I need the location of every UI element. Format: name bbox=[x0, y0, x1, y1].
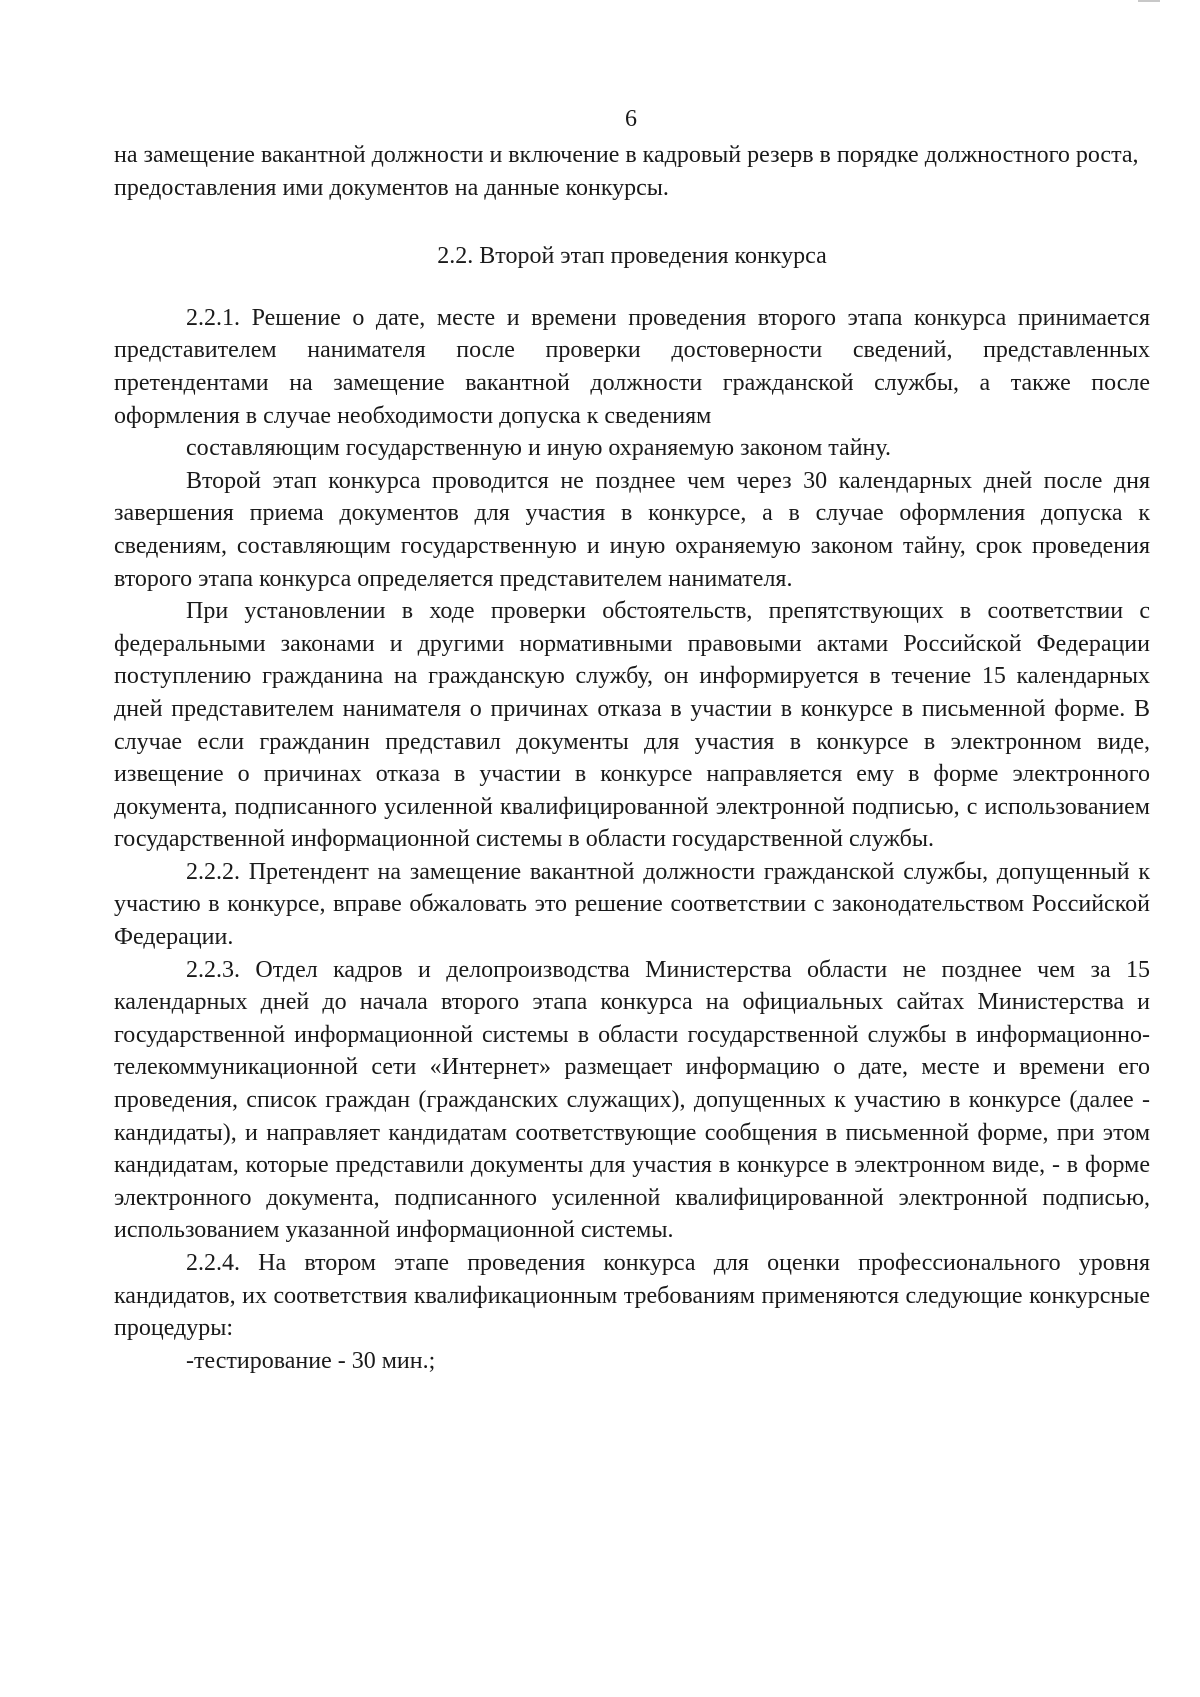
scan-corner-mark bbox=[1138, 0, 1160, 2]
paragraph-second-stage-deadline: Второй этап конкурса проводится не позднее чем через 30 календарных дней после дня завершения приема документов для участия в конкурсе, а в случае оформления допуска к сведениям, составляющим государственную и иную охраняемую законом тайну, срок проведения второго этапа конкурса определяется представителем нанимателя. bbox=[114, 467, 1150, 592]
document-body bbox=[114, 139, 1150, 1377]
paragraph-2-2-3: 2.2.3. Отдел кадров и делопроизводства Министерства области не позднее чем за 15 календарных дней до начала второго этапа конкурса на официальных сайтах Министерства и государственной информационной системы в области государственной службы в информационно-телекоммуникационной сети «Интернет» размещает информацию о дате, месте и времени его проведения, список граждан (гражданских служащих), допущенных к участию в конкурсе (далее - кандидаты), и направляет кандидатам соответствующие сообщения в письменной форме, при этом кандидатам, которые представили документы для участия в конкурсе в электронном виде, - в форме электронного документа, подписанного усиленной квалифицированной электронной подписью, использованием указанной информационной системы. bbox=[114, 956, 1150, 1244]
paragraph-continuation: на замещение вакантной должности и включение в кадровый резерв в порядке должностного роста, предоставления ими документов на данные конкурсы. bbox=[114, 142, 1139, 201]
section-heading: 2.2. Второй этап проведения конкурса bbox=[437, 243, 827, 270]
paragraph-2-2-4: 2.2.4. На втором этапе проведения конкурса для оценки профессионального уровня кандидатов, их соответствия квалификационным требованиям применяются следующие конкурсные процедуры: bbox=[114, 1250, 1150, 1342]
paragraph-2-2-1-continuation: составляющим государственную и иную охраняемую законом тайну. bbox=[186, 435, 891, 462]
paragraph-2-2-2: 2.2.2. Претендент на замещение вакантной должности гражданской службы, допущенный к участию в конкурсе, вправе обжаловать это решение соответствии с законодательством Российской Федерации. bbox=[114, 858, 1150, 951]
paragraph-refusal-notification: При установлении в ходе проверки обстоятельств, препятствующих в соответствии с федеральными законами и другими нормативными правовыми актами Российской Федерации поступлению гражданина на гражданскую службу, он информируется в течение 15 календарных дней представителем нанимателя о причинах отказа в участии в конкурсе в письменной форме. В случае если гражданин представил документы для участия в конкурсе в электронном виде, извещение о причинах отказа в участии в конкурсе направляется ему в форме электронного документа, подписанного усиленной квалифицированной электронной подписью, с использованием государственной информационной системы в области государственной службы. bbox=[114, 598, 1150, 853]
paragraph-2-2-1: 2.2.1. Решение о дате, месте и времени проведения второго этапа конкурса принимается представителем нанимателя после проверки достоверности сведений, представленных претендентами на замещение вакантной должности гражданской службы, а также после оформления в случае необходимости допуска к сведениям bbox=[114, 304, 1150, 429]
list-item-testing: -тестирование - 30 мин.; bbox=[186, 1347, 436, 1374]
page-number: 6 bbox=[625, 106, 637, 132]
